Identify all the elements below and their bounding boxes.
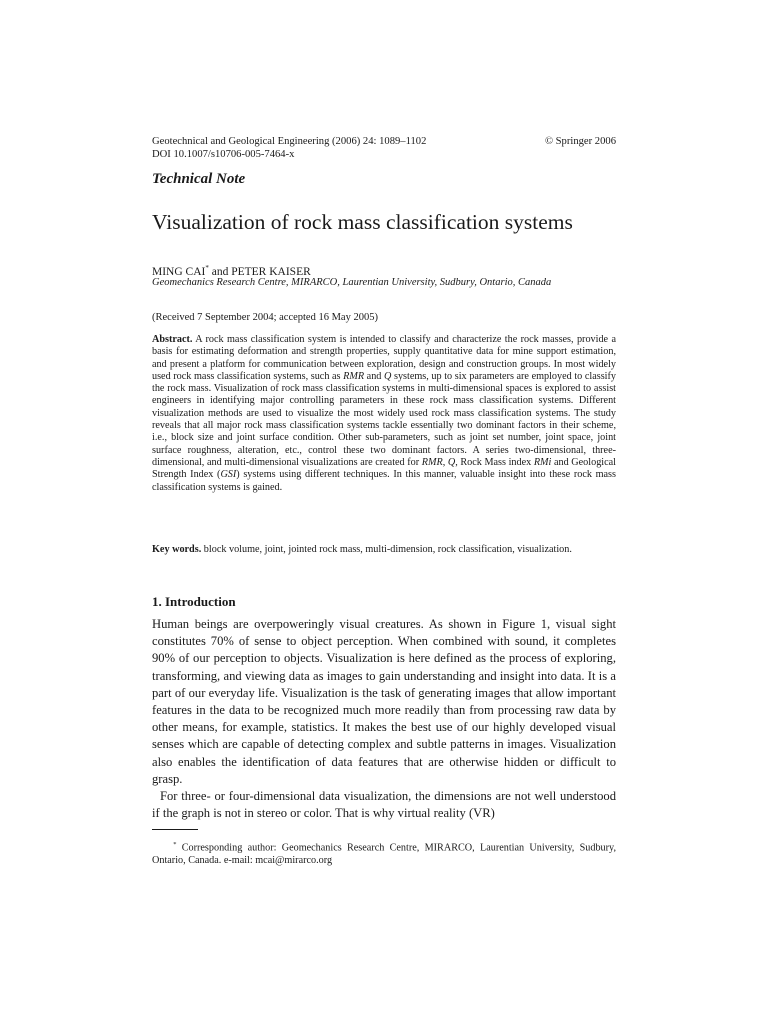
copyright: © Springer 2006 — [544, 136, 616, 147]
keywords: Key words. block volume, joint, jointed rock mass, multi-dimension, rock classification, visualization. — [152, 544, 572, 555]
author-2: and PETER KAISER — [208, 265, 311, 278]
footnote-rule — [152, 829, 198, 830]
footnote-mark: * — [173, 841, 177, 848]
journal-citation: Geotechnical and Geological Engineering (2006) 24: 1089–1102 — [152, 136, 427, 147]
affiliation: Geomechanics Research Centre, MIRARCO, Laurentian University, Sudbury, Ontario, Canada — [152, 277, 552, 288]
paper-title: Visualization of rock mass classification systems — [152, 210, 573, 234]
section-heading: 1. Introduction — [152, 594, 236, 609]
corresponding-mark: * — [205, 264, 209, 272]
received-dates: (Received 7 September 2004; accepted 16 May 2005) — [152, 312, 378, 323]
article-type: Technical Note — [152, 171, 246, 187]
footnote: * Corresponding author: Geomechanics Research Centre, MIRARCO, Laurentian University, Sudbury, Ontario, Canada. e-mail: mcai@mirarco.org — [152, 841, 617, 866]
journal-header — [152, 135, 616, 161]
abstract-label: Abstract. — [152, 334, 193, 345]
section-body — [152, 616, 616, 822]
paragraph-1: Human beings are overpoweringly visual creatures. As shown in Figure 1, visual sight constitutes 70% of sense to object perception. When combined with sound, it completes 90% of our perception to objects. Visualization is here defined as the process of exploring, transforming, and viewing data as images to gain understanding and insight into data. It is a part of our everyday life. Visualization is the task of generating images that allow important features in the data to be recognized much more readily than from processing raw data by other means, for example, statistics. It makes the best use of our highly developed visual senses which are capable of detecting complex and subtle patterns in images. Visualization also enables the identification of data features that are otherwise hidden or difficult to grasp. — [152, 617, 616, 786]
doi: DOI 10.1007/s10706-005-7464-x — [152, 149, 295, 160]
author-1: MING CAI — [152, 265, 206, 278]
abstract: Abstract. A rock mass classification system is intended to classify and characterize the rock masses, provide a basis for estimating deformation and strength properties, supply quantitative data for mine support estimation, and present a platform for communication between exploration, design and construction groups. In most widely used rock mass classification systems, such as RMR and Q systems, up to six parameters are employed to classify the rock mass. Visualization of rock mass classification systems in multi-dimensional spaces is explored to assist engineers in identifying major controlling parameters in these rock mass classification systems. Different visualization methods are used to visualize the most widely used rock mass classification systems. The study reveals that all major rock mass classification systems tackle essentially two dominant factors in their scheme, i.e., block size and joint surface condition. Other sub-parameters, such as joint set number, joint space, joint surface roughness, alteration, etc., control these two dominant factors. A series two-dimensional, three-dimensional, and multi-dimensional visualizations are created for RMR, Q, Rock Mass index RMi and Geological Strength Index (GSI) systems using different techniques. In this manner, valuable insight into these rock mass classification systems is gained. — [152, 334, 616, 493]
keywords-label: Key words. — [152, 544, 202, 555]
paragraph-2: For three- or four-dimensional data visualization, the dimensions are not well understood if the graph is not in stereo or color. That is why virtual reality (VR) — [152, 789, 616, 821]
